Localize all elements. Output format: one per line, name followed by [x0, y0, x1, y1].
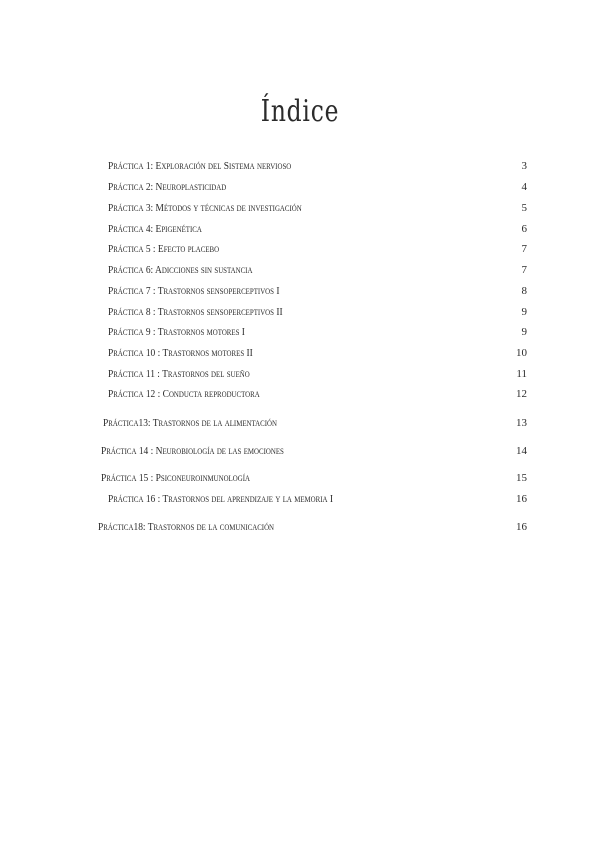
- toc-page-number: 6: [521, 223, 527, 235]
- toc-page-number: 11: [516, 368, 527, 380]
- toc-entry-label: Práctica 5 : Efecto placebo: [108, 243, 220, 255]
- toc-page-number: 5: [521, 202, 527, 214]
- toc-entry-label: Práctica 8 : Trastornos sensoperceptivos II: [108, 306, 283, 318]
- toc-entry-15[interactable]: [101, 470, 274, 486]
- toc-entry-label: Práctica 14 : Neurobiología de las emociones: [101, 445, 284, 457]
- toc-entry-11[interactable]: [108, 366, 273, 382]
- toc-page-number: 8: [521, 285, 527, 297]
- toc-entry-5[interactable]: [108, 241, 237, 257]
- toc-entry-16[interactable]: [108, 491, 370, 507]
- toc-entry-10[interactable]: [108, 345, 276, 361]
- toc-page-number: 3: [521, 160, 527, 172]
- toc-page-number: 16: [516, 521, 527, 533]
- toc-entry-12[interactable]: [108, 386, 284, 402]
- toc-entry-label: Práctica 11 : Trastornos del sueño: [108, 368, 250, 380]
- toc-page-number: 16: [516, 493, 527, 505]
- toc-page-number: 15: [516, 472, 527, 484]
- toc-entry-17[interactable]: [98, 519, 303, 535]
- toc-entry-label: Práctica13: Trastornos de la alimentación: [103, 417, 277, 429]
- toc-page-number: 14: [516, 445, 527, 457]
- toc-entry-6[interactable]: [108, 262, 276, 278]
- toc-entry-8[interactable]: [108, 304, 311, 320]
- toc-entry-label: Práctica 3: Métodos y técnicas de investigación: [108, 202, 302, 214]
- toc-entry-7[interactable]: [108, 283, 307, 299]
- toc-entry-label: Práctica 10 : Trastornos motores II: [108, 347, 253, 359]
- toc-entry-label: Práctica 16 : Trastornos del aprendizaje y la memoria I: [108, 493, 334, 505]
- toc-entry-label: Práctica 4: Epigenética: [108, 223, 202, 235]
- toc-entry-label: Práctica 1: Exploración del Sistema nervioso: [108, 160, 292, 172]
- toc-entry-label: Práctica 2: Neuroplasticidad: [108, 181, 227, 193]
- toc-entry-4[interactable]: [108, 221, 217, 237]
- toc-entry-label: Práctica18: Trastornos de la comunicación: [98, 521, 275, 533]
- toc-page-number: 7: [521, 264, 527, 276]
- toc-entry-3[interactable]: [108, 200, 333, 216]
- toc-entry-label: Práctica 7 : Trastornos sensoperceptivos I: [108, 285, 280, 297]
- toc-entry-label: Práctica 9 : Trastornos motores I: [108, 326, 245, 338]
- toc-page-number: 12: [516, 388, 527, 400]
- toc-page-number: 7: [521, 243, 527, 255]
- toc-entry-label: Práctica 15 : Psiconeuroinmunología: [101, 472, 250, 484]
- toc-entry-14[interactable]: [101, 443, 314, 459]
- page-title: Índice: [260, 94, 340, 129]
- toc-entry-label: Práctica 12 : Conducta reproductora: [108, 388, 260, 400]
- toc-page-number: 10: [516, 347, 527, 359]
- toc-page-number: 9: [521, 326, 527, 338]
- toc-page-number: 4: [521, 181, 527, 193]
- toc-entry-label: Práctica 6: Adicciones sin sustancia: [108, 264, 253, 276]
- toc-page-number: 13: [516, 417, 527, 429]
- toc-entry-9[interactable]: [108, 324, 267, 340]
- toc-entry-1[interactable]: [108, 158, 321, 174]
- toc-entry-2[interactable]: [108, 179, 245, 195]
- toc-page-number: 9: [521, 306, 527, 318]
- toc-entry-13[interactable]: [103, 415, 305, 431]
